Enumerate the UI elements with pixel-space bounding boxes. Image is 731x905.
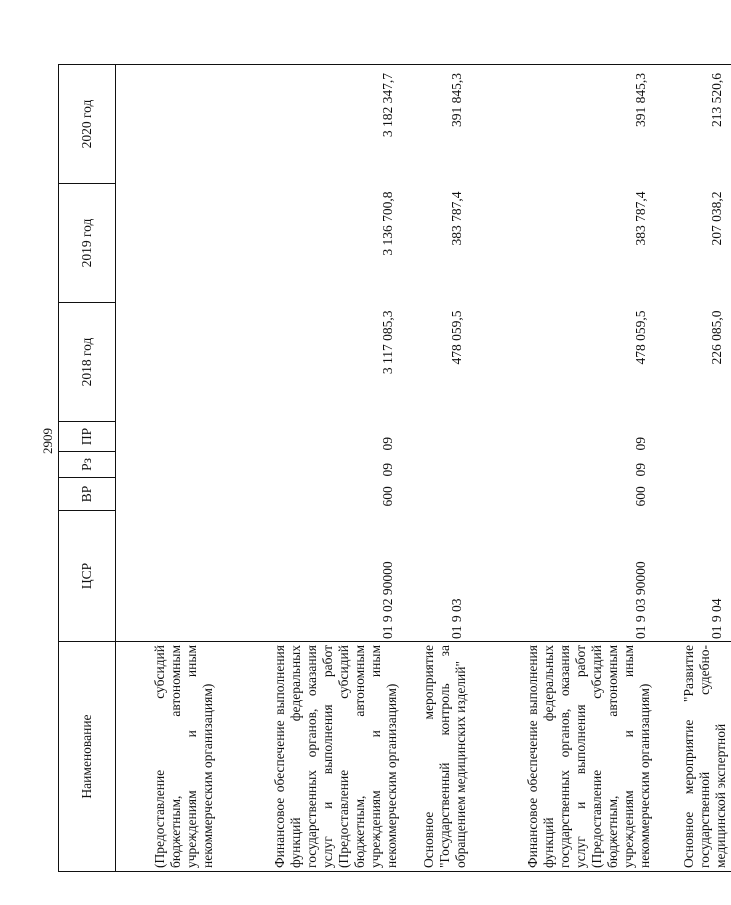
row-2020: 391 845,3 bbox=[402, 65, 471, 184]
row-csr bbox=[116, 511, 219, 642]
row-2018: 478 059,5 bbox=[633, 310, 648, 365]
row-2018: 226 085,0 bbox=[709, 310, 724, 365]
header-name: Наименование bbox=[59, 642, 116, 872]
header-2020: 2020 год bbox=[59, 65, 116, 184]
row-pr: 09 bbox=[380, 437, 395, 451]
table-row bbox=[471, 65, 655, 872]
budget-table bbox=[58, 64, 731, 872]
header-vr: ВР bbox=[59, 478, 116, 511]
row-name: Основное мероприятие "Развитие государственной судебно-медицинской экспертной bbox=[655, 642, 731, 872]
row-2018: 3 117 085,3 bbox=[380, 310, 395, 375]
table-row bbox=[402, 65, 471, 872]
table-row bbox=[116, 65, 219, 872]
row-csr: 01 9 03 bbox=[449, 598, 464, 639]
table-row bbox=[218, 65, 402, 872]
row-name: Финансовое обеспечение выполнения функций федеральных государственных органов, оказания услуг и выполнения работ (Предоставление субсидий бюджетным, автономным учреждениям и иным некоммерческим организациям) bbox=[471, 642, 655, 872]
row-vr: 600 bbox=[380, 486, 395, 507]
row-codes bbox=[402, 422, 471, 511]
header-pr: ПР bbox=[59, 422, 116, 452]
row-name: Основное мероприятие "Государственный контроль за обращением медицинских изделий" bbox=[402, 642, 471, 872]
row-2019: 3 136 700,8 bbox=[380, 191, 395, 256]
row-rz: 09 bbox=[380, 463, 395, 477]
row-codes bbox=[218, 422, 402, 511]
row-csr: 01 9 02 90000 bbox=[380, 561, 395, 639]
row-2020: 213 520,6 bbox=[655, 65, 731, 184]
row-codes bbox=[655, 422, 731, 511]
row-codes bbox=[471, 422, 655, 511]
header-csr: ЦСР bbox=[59, 511, 116, 642]
row-pr: 09 bbox=[633, 437, 648, 451]
header-2018: 2018 год bbox=[59, 303, 116, 422]
row-2020: 3 182 347,7 bbox=[218, 65, 402, 184]
header-rz: Рз bbox=[59, 452, 116, 478]
header-2019: 2019 год bbox=[59, 184, 116, 303]
header-row bbox=[59, 65, 116, 872]
row-2019 bbox=[116, 184, 219, 303]
row-csr: 01 9 04 bbox=[709, 598, 724, 639]
row-2018 bbox=[116, 303, 219, 422]
row-2019: 207 038,2 bbox=[709, 191, 724, 246]
row-rz: 09 bbox=[633, 463, 648, 477]
row-2019: 383 787,4 bbox=[633, 191, 648, 246]
row-2020: 391 845,3 bbox=[471, 65, 655, 184]
page-number: 2909 bbox=[40, 428, 55, 454]
row-2018: 478 059,5 bbox=[449, 310, 464, 365]
row-vr: 600 bbox=[633, 486, 648, 507]
row-codes bbox=[116, 422, 219, 511]
budget-table-rotated bbox=[58, 66, 728, 872]
row-name: Финансовое обеспечение выполнения функций федеральных государственных органов, оказания услуг и выполнения работ (Предоставление субсидий бюджетным, автономным учреждениям и иным некоммерческим организациям) bbox=[218, 642, 402, 872]
row-csr: 01 9 03 90000 bbox=[633, 561, 648, 639]
row-2019: 383 787,4 bbox=[449, 191, 464, 246]
row-2020 bbox=[116, 65, 219, 184]
row-name: (Предоставление субсидий бюджетным, автономным учреждениям и иным некоммерческим организациям) bbox=[116, 642, 219, 872]
table-row bbox=[655, 65, 731, 872]
